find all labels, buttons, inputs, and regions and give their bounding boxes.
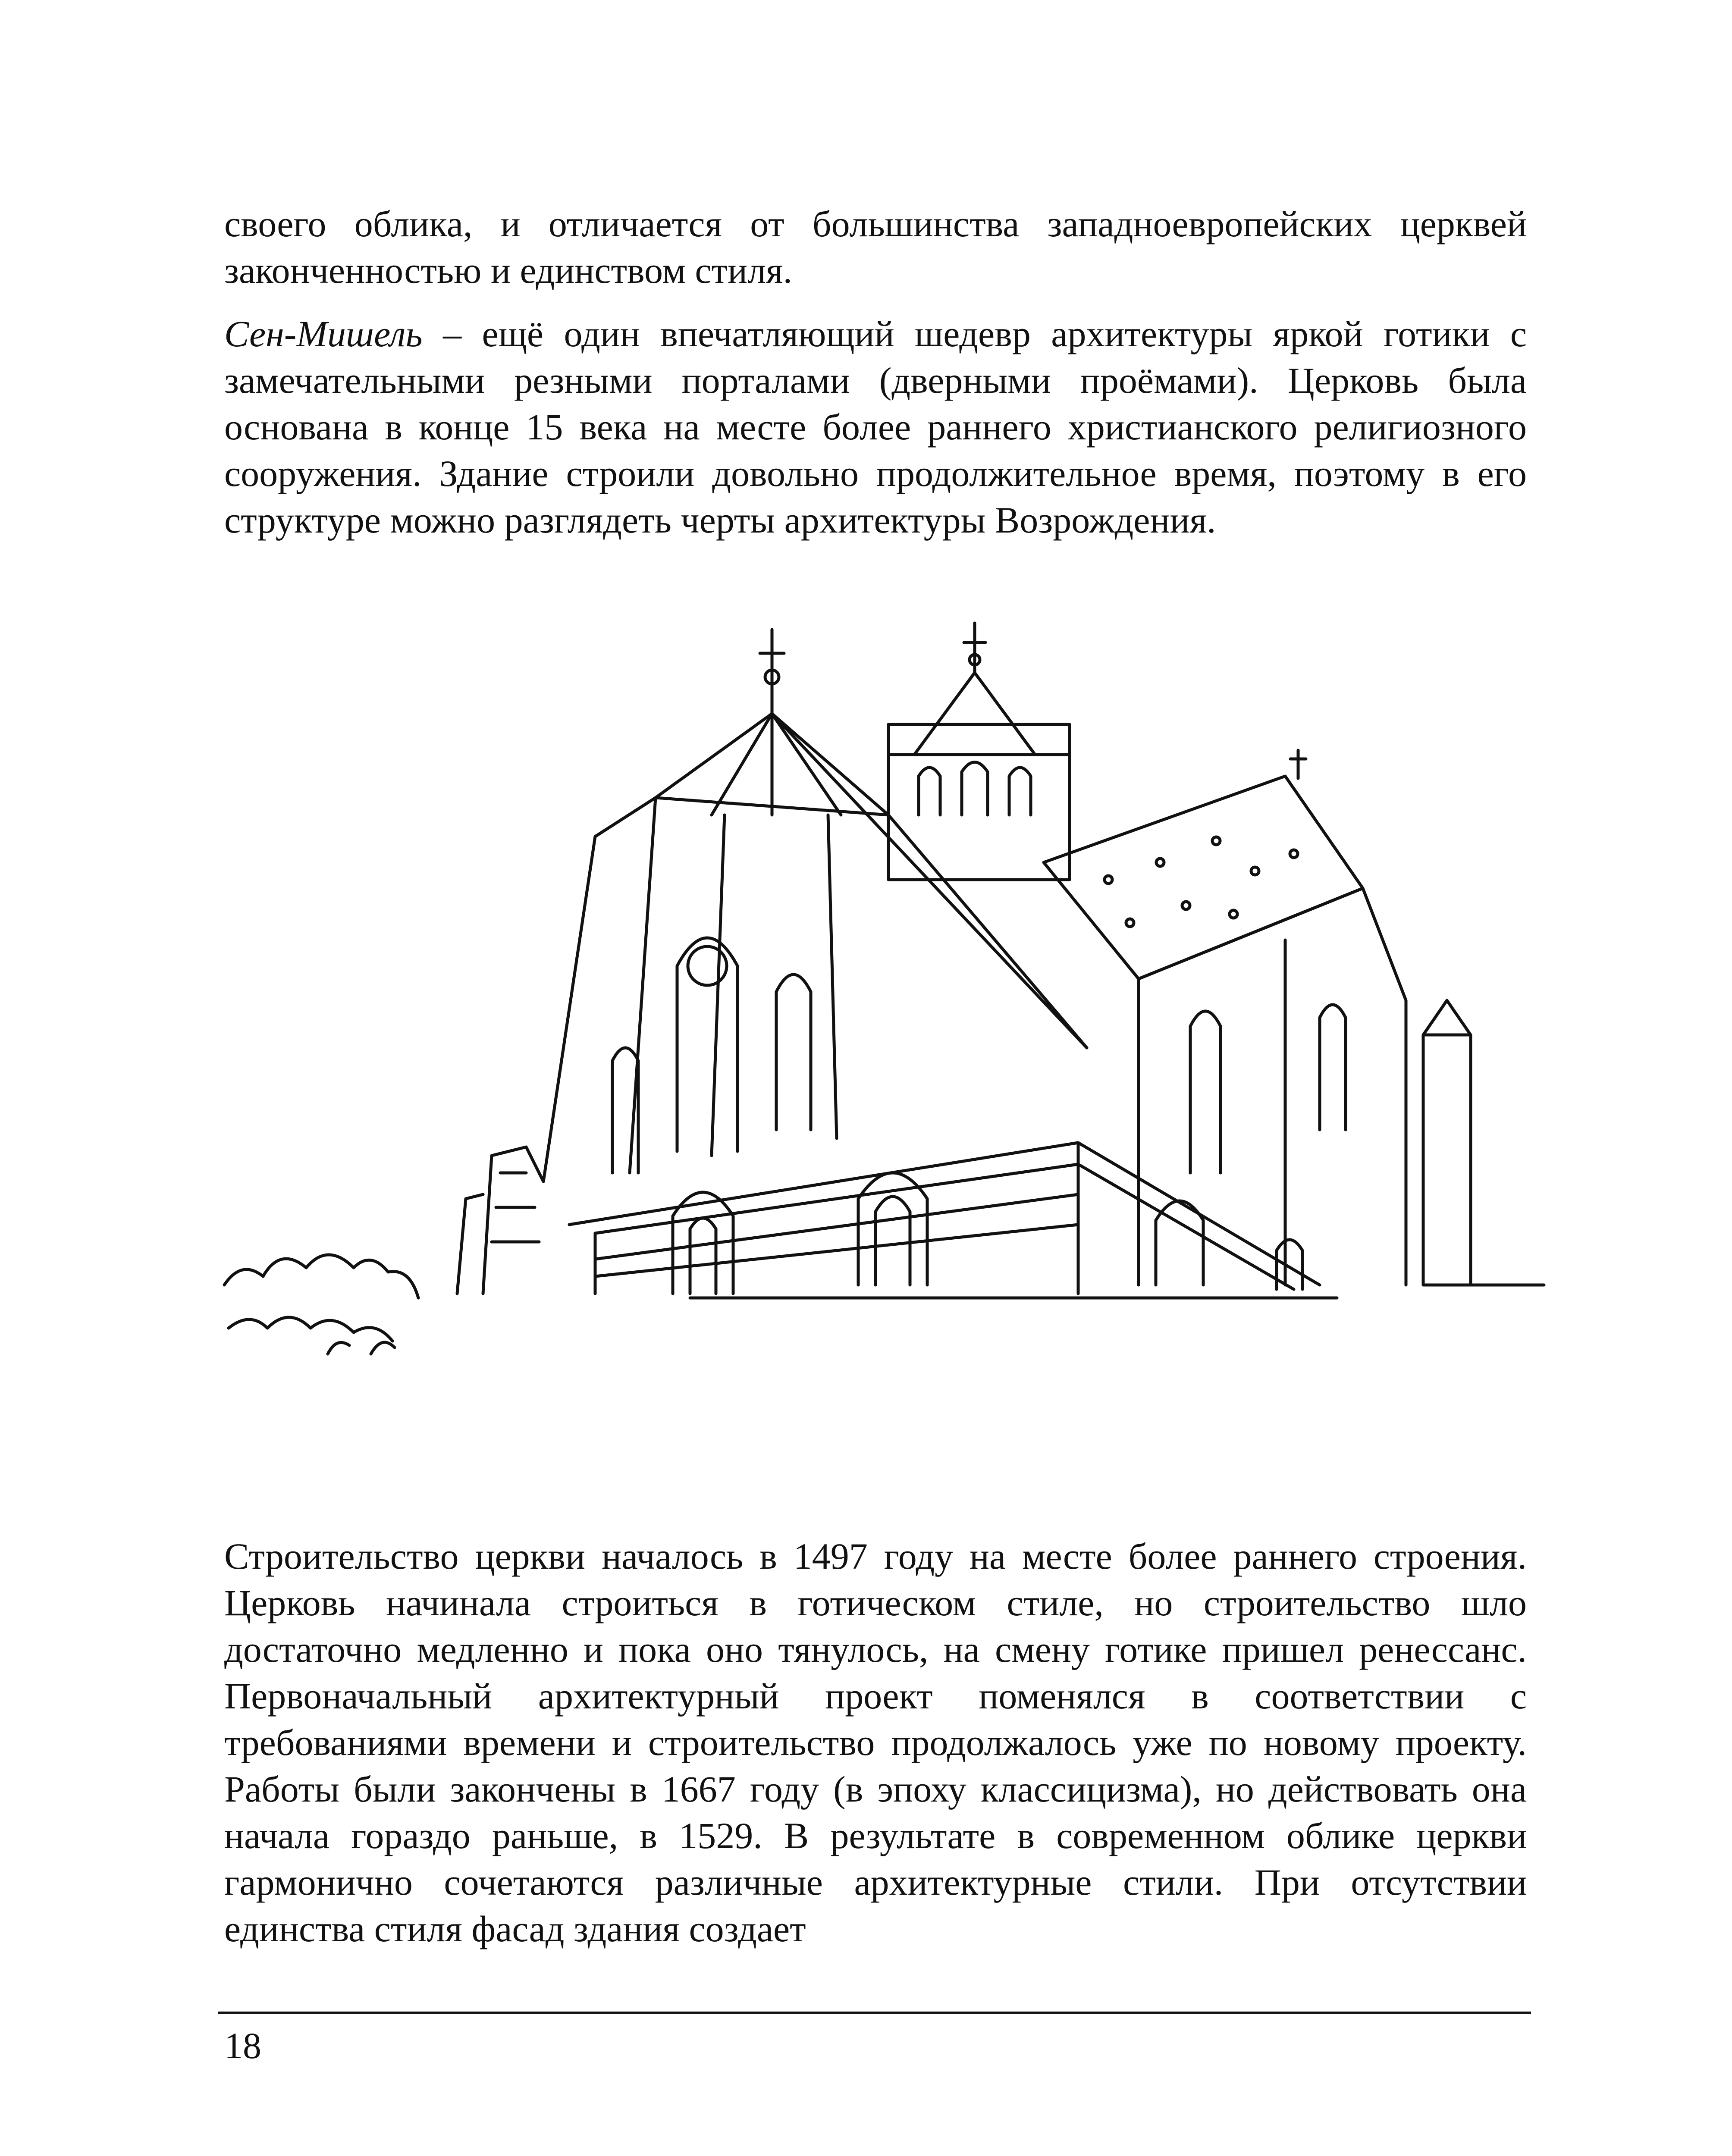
church-name-italic: Сен-Мишель	[224, 313, 423, 354]
paragraph-construction-history: Строительство церкви началось в 1497 году на месте более раннего строения. Церковь начинала строиться в готическом стиле, но строительство шло достаточно медленно и пока оно тянулось, на смену готике пришел ренессанс. Первоначальный архитектурный проект поменялся в соответствии с требованиями времени и строительство продолжалось уже по новому проекту. Работы были закончены в 1667 году (в эпоху классицизма), но действовать она начала гораздо раньше, в 1529. В результате в современном облике церкви гармонично сочетаются различные архитектурные стили. При отсутствии единства стиля фасад здания создает	[224, 1536, 1527, 1949]
nave-roof	[1044, 776, 1363, 979]
paragraph-intro-continuation: своего облика, и отличается от большинства западноевропейских церквей законченностью и единством стиля.	[224, 203, 1527, 291]
right-spire-cross	[1290, 750, 1306, 778]
church-illustration	[216, 612, 1553, 1453]
page-number: 18	[224, 2025, 261, 2066]
left-spire-cross	[760, 630, 784, 714]
apse-walls	[543, 798, 1087, 1181]
ground-lines	[690, 1285, 1544, 1298]
nave-walls	[1139, 888, 1471, 1285]
trees	[224, 1255, 418, 1354]
tower-spire-cross	[964, 623, 985, 673]
left-buttresses	[457, 1147, 543, 1294]
lower-chapel	[569, 1143, 1320, 1294]
paragraph-saint-michel	[224, 310, 1527, 543]
paragraph-saint-michel-body: – ещё один впечатляющий шедевр архитектуры яркой готики с замечательными резными порталами (дверными проёмами). Церковь была основана в конце 15 века на месте более раннего христианского религиозного сооружения. Здание строили довольно продолжительное время, поэтому в его структуре можно разглядеть черты архитектуры Возрождения.	[224, 313, 1527, 541]
footer-rule	[218, 2012, 1531, 2014]
